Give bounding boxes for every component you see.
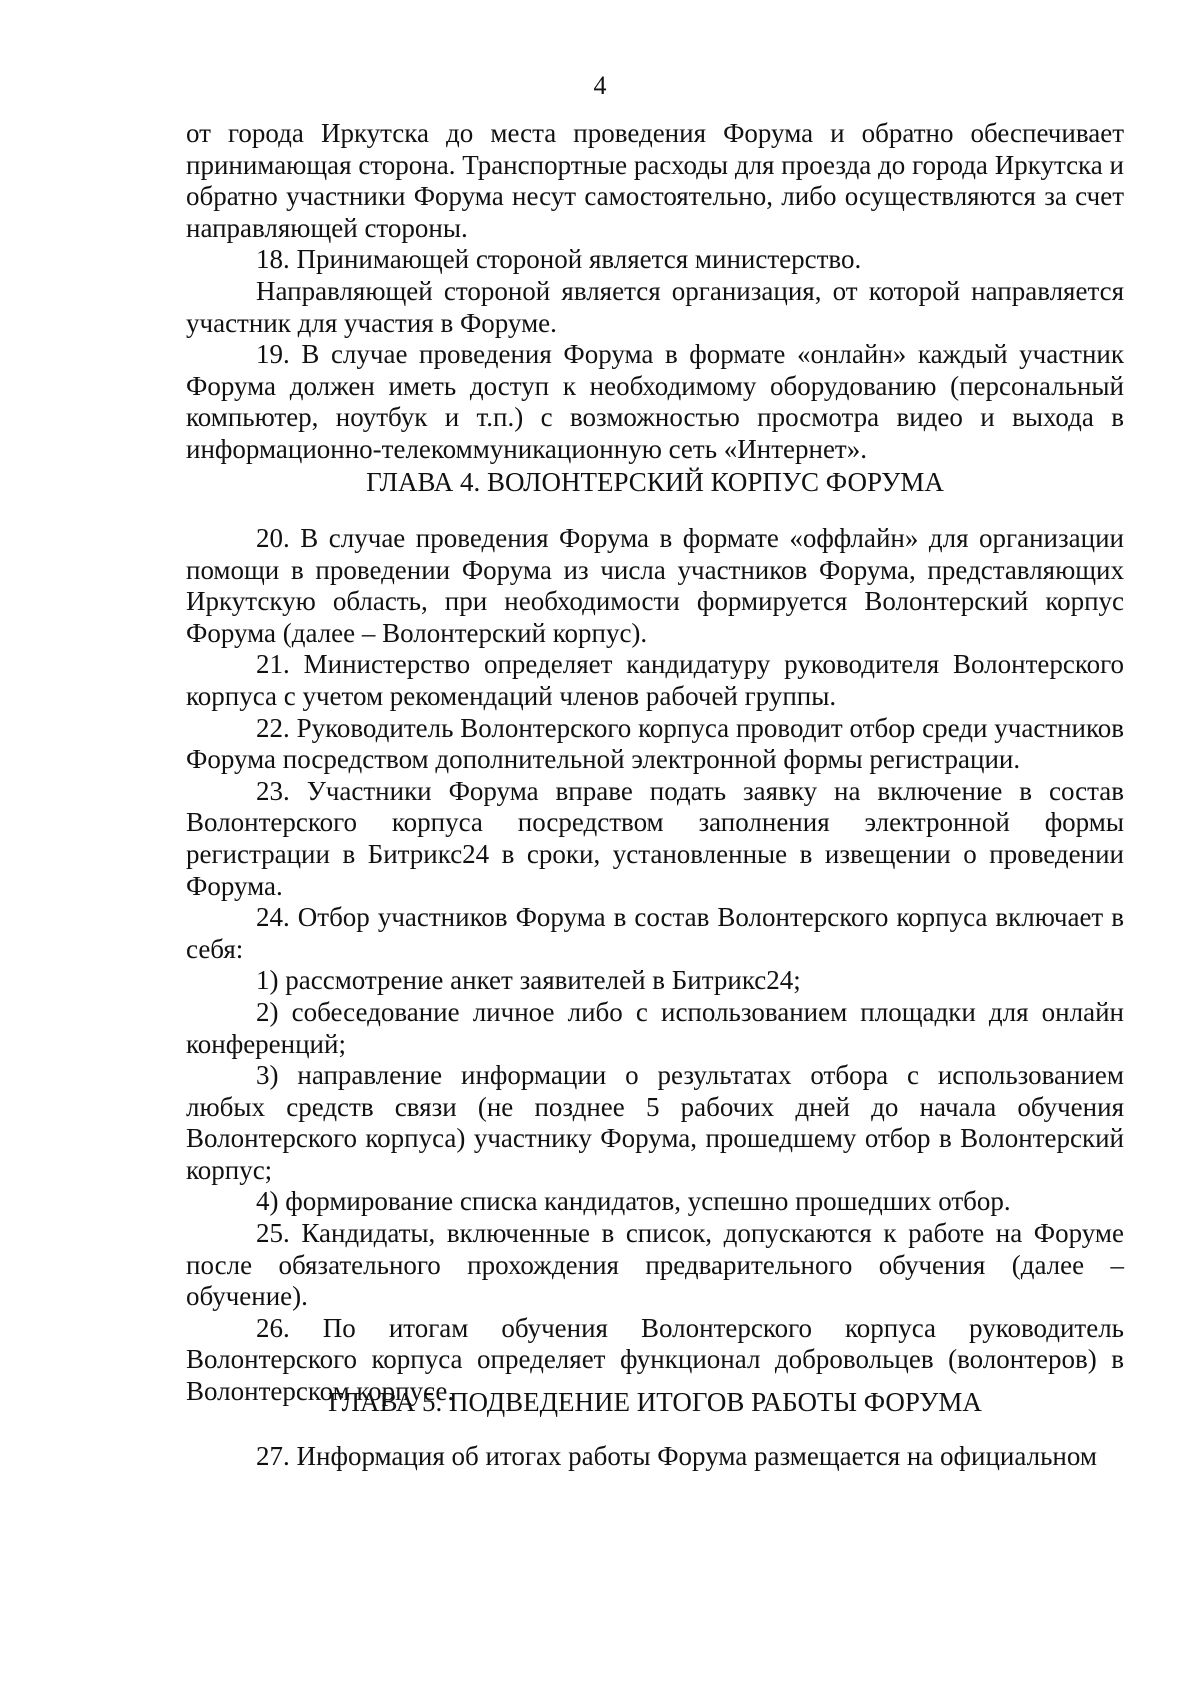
page-number: 4 — [593, 71, 607, 100]
paragraph: 19. В случае проведения Форума в формате «онлайн» каждый участник Форума должен иметь доступ к необходимому оборудованию (персональный компьютер, ноутбук и т.п.) с возможностью просмотра видео и выхода в информационно-телекоммуникационную сеть «Интернет». — [186, 339, 1124, 464]
list-item: 1) рассмотрение анкет заявителей в Битрикс24; — [256, 965, 801, 996]
list-item: 2) собеседование личное либо с использованием площадки для онлайн конференций; — [186, 996, 1124, 1059]
chapter-4-heading: ГЛАВА 4. ВОЛОНТЕРСКИЙ КОРПУС ФОРУМА — [366, 467, 944, 497]
paragraph: Направляющей стороной является организация, от которой направляется участник для участия в Форуме. — [186, 275, 1124, 338]
section-block-2 — [186, 523, 1124, 1408]
paragraph: 24. Отбор участников Форума в состав Волонтерского корпуса включает в себя: — [186, 902, 1124, 964]
paragraph: от города Иркутска до места проведения Форума и обратно обеспечивает принимающая сторона. Транспортные расходы для проезда до города Иркутска и обратно участники Форума несут самостоятельно, либо осуществляются за счет направляющей стороны. — [186, 118, 1124, 243]
paragraph: 23. Участники Форума вправе подать заявку на включение в состав Волонтерского корпуса посредством заполнения электронной формы регистрации в Битрикс24 в сроки, установленные в извещении о проведении Форума. — [186, 775, 1124, 901]
paragraph: 21. Министерство определяет кандидатуру руководителя Волонтерского корпуса с учетом рекомендаций членов рабочей группы. — [186, 649, 1124, 711]
chapter-5-heading: ГЛАВА 5. ПОДВЕДЕНИЕ ИТОГОВ РАБОТЫ ФОРУМА — [328, 1387, 982, 1417]
section-block-1 — [186, 118, 1124, 466]
paragraph: 20. В случае проведения Форума в формате «оффлайн» для организации помощи в проведении Форума из числа участников Форума, представляющих Иркутскую область, при необходимости формируется Волонтерский корпус Форума (далее – Волонтерский корпус). — [186, 523, 1124, 648]
paragraph: 26. По итогам обучения Волонтерского корпуса руководитель Волонтерского корпуса определяет функционал добровольцев (волонтеров) в Волонтерском корпусе. — [186, 1312, 1124, 1407]
paragraph: 18. Принимающей стороной является министерство. — [256, 244, 862, 275]
section-block-3 — [186, 1441, 1124, 1473]
list-item: 3) направление информации о результатах отбора с использованием любых средств связи (не позднее 5 рабочих дней до начала обучения Волонтерского корпуса) участнику Форума, прошедшему отбор в Волонтерский корпус; — [186, 1060, 1124, 1185]
paragraph: 27. Информация об итогах работы Форума размещается на официальном — [256, 1441, 1097, 1471]
list-item: 4) формирование списка кандидатов, успешно прошедших отбор. — [256, 1186, 1011, 1217]
paragraph: 22. Руководитель Волонтерского корпуса проводит отбор среди участников Форума посредством дополнительной электронной формы регистрации. — [186, 712, 1124, 775]
paragraph: 25. Кандидаты, включенные в список, допускаются к работе на Форуме после обязательного прохождения предварительного обучения (далее – обучение). — [186, 1218, 1124, 1312]
